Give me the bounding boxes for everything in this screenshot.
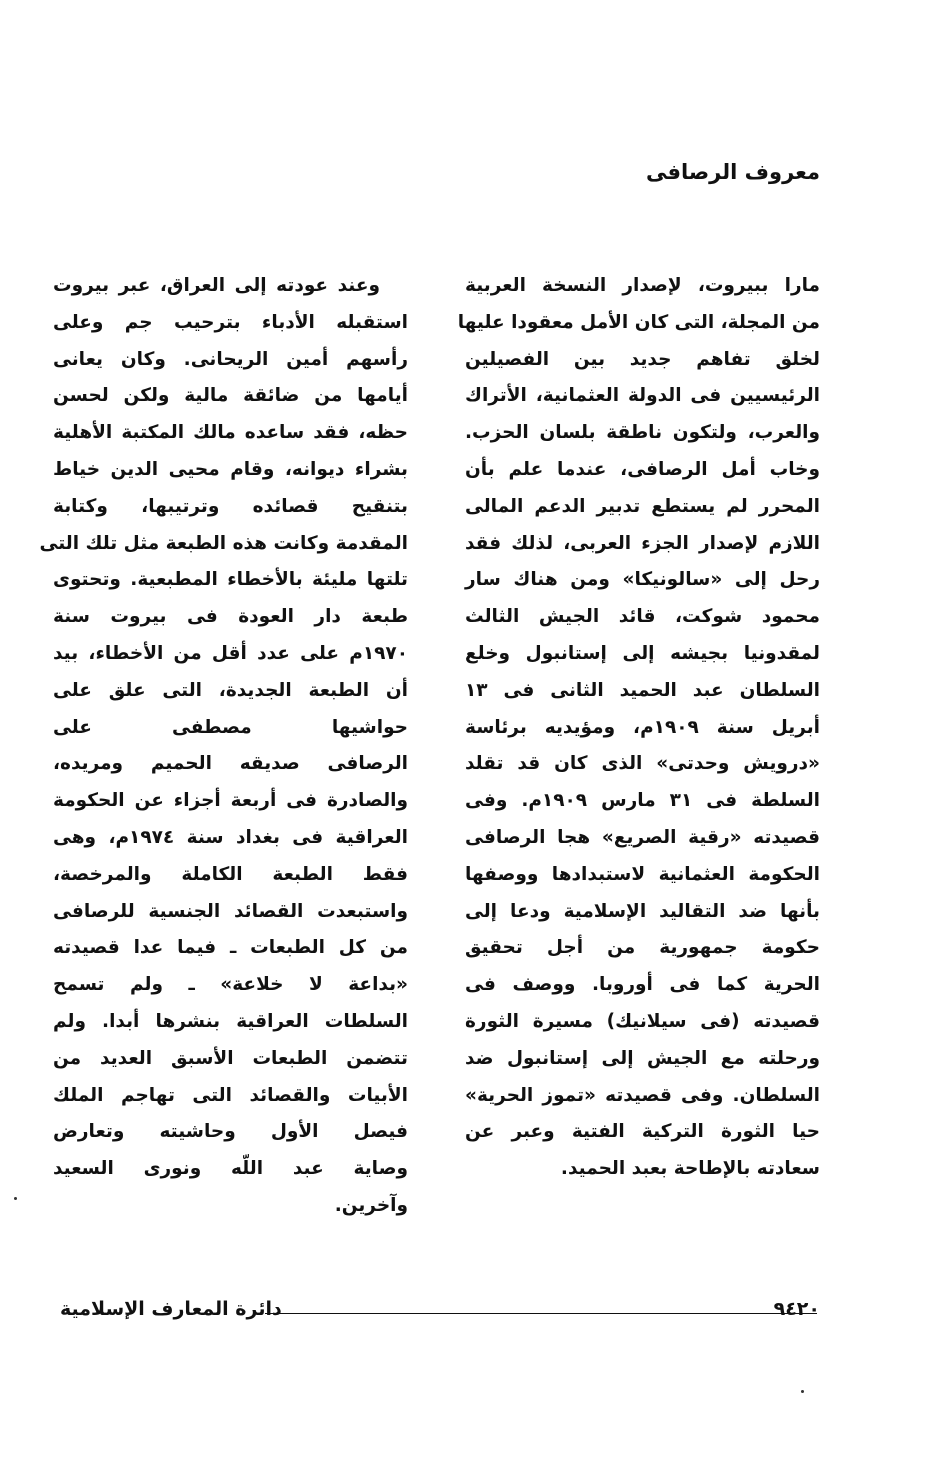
footer-publication-title: دائرة المعارف الإسلامية: [60, 1298, 282, 1320]
text-line: الأبيات والقصائد التى تهاجم الملك: [53, 1084, 408, 1106]
text-line: وآخرين.: [334, 1194, 408, 1216]
footer-divider-line: [265, 1313, 817, 1314]
text-line: الحرية كما فى أوروبا. ووصف فى: [465, 974, 820, 996]
text-line: «درويش وحدتى» الذى كان قد تقلد: [465, 753, 820, 775]
text-line: اللازم لإصدار الجزء العربى، لذلك فقد: [465, 532, 820, 554]
text-line: والعرب، ولتكون ناطقة بلسان الحزب.: [465, 422, 820, 444]
text-line: واستبعدت القصائد الجنسية للرصافى: [53, 900, 408, 922]
text-line: من كل الطبعات ـ فيما عدا قصيدته: [53, 937, 408, 959]
text-line: السلطات العراقية بنشرها أبدا. ولم: [53, 1010, 408, 1032]
text-line: أبريل سنة ١٩٠٩م، ومؤيديه برئاسة: [465, 716, 820, 738]
text-line: أن الطبعة الجديدة، التى علق على: [53, 679, 408, 701]
text-line: حواشيها مصطفى على: [53, 716, 408, 738]
text-line: بتنقيح قصائده وترتيبها، وكتابة: [53, 495, 408, 517]
page-number: ٩٤٢٠: [773, 1298, 820, 1320]
text-line: «بداعة لا خلاعة» ـ ولم تسمح: [53, 974, 408, 996]
text-line: السلطان. وفى قصيدته «تموز الحرية»: [465, 1084, 820, 1106]
text-line: من المجلة، التى كان الأمل معقودا عليها: [457, 311, 820, 333]
text-line: الرئيسيين فى الدولة العثمانية، الأتراك: [465, 385, 820, 407]
text-line: لمقدونيا بجيشه إلى إستانبول وخلع: [465, 642, 820, 664]
text-line: قصيدته (فى سيلانيك) مسيرة الثورة: [465, 1010, 820, 1032]
text-line: المقدمة وكانت هذه الطبعة مثل تلك التى: [39, 532, 408, 554]
text-line: رأسهم أمين الريحانى. وكان يعانى: [53, 348, 408, 370]
text-line: مارا ببيروت، لإصدار النسخة العربية: [465, 275, 820, 296]
text-line: حيا الثورة التركية الفتية وعبر عن: [465, 1121, 820, 1143]
running-head-title: معروف الرصافى: [646, 160, 820, 184]
text-line: الرصافى صديقه الحميم ومريده،: [53, 753, 408, 775]
text-line: وخاب أمل الرصافى، عندما علم بأن: [465, 458, 820, 480]
text-line: ١٩٧٠م على عدد أقل من الأخطاء، بيد: [53, 642, 408, 664]
text-line: أيامها من ضائقة مالية ولكن لحسن: [53, 385, 408, 407]
text-line: والصادرة فى أربعة أجزاء عن الحكومة: [53, 790, 408, 812]
scan-speck: [14, 1197, 17, 1200]
text-line: طبعة دار العودة فى بيروت سنة: [53, 606, 408, 628]
text-line: المحرر لم يستطع تدبير الدعم المالى: [465, 495, 820, 517]
text-line: فقط الطبعة الكاملة والمرخصة،: [53, 863, 408, 885]
text-line: بشراء ديوانه، وقام محيى الدين خياط: [53, 458, 408, 480]
text-column-right: [457, 268, 820, 1188]
text-line: السلطان عبد الحميد الثانى فى ١٣: [465, 679, 820, 701]
text-line: لخلق تفاهم جديد بين الفصيلين: [465, 348, 820, 370]
text-line: استقبله الأدباء بترحيب جم وعلى: [53, 311, 408, 333]
text-line: بأنها ضد التقاليد الإسلامية ودعا إلى: [465, 900, 820, 922]
text-line: وعند عودته إلى العراق، عبر بيروت: [53, 275, 380, 296]
text-line: فيصل الأول وحاشيته وتعارض: [53, 1121, 408, 1143]
text-line: حكومة جمهورية من أجل تحقيق: [465, 937, 820, 959]
text-line: الحكومة العثمانية لاستبدادها ووصفها: [465, 863, 820, 885]
text-line: تلتها مليئة بالأخطاء المطبعية. وتحتوى: [53, 569, 408, 591]
text-line: تتضمن الطبعات الأسبق العديد من: [53, 1047, 408, 1069]
page-footer: [60, 1298, 820, 1326]
text-line: ورحلته مع الجيش إلى إستانبول ضد: [465, 1047, 820, 1069]
text-line: رحل إلى «سالونيكا» ومن هناك سار: [465, 569, 820, 591]
text-line: سعادته بالإطاحة بعبد الحميد.: [560, 1158, 820, 1180]
text-line: محمود شوكت، قائد الجيش الثالث: [465, 606, 820, 628]
scan-speck: [801, 1390, 804, 1393]
text-line: السلطة فى ٣١ مارس ١٩٠٩م. وفى: [465, 790, 820, 812]
text-line: حظه، فقد ساعده مالك المكتبة الأهلية: [53, 422, 408, 444]
text-line: قصيدته «رقية الصريع» هجا الرصافى: [465, 826, 820, 848]
text-column-left: [39, 268, 409, 1225]
text-line: وصاية عبد اللّه ونورى السعيد: [53, 1158, 408, 1180]
text-line: العراقية فى بغداد سنة ١٩٧٤م، وهى: [53, 826, 409, 848]
